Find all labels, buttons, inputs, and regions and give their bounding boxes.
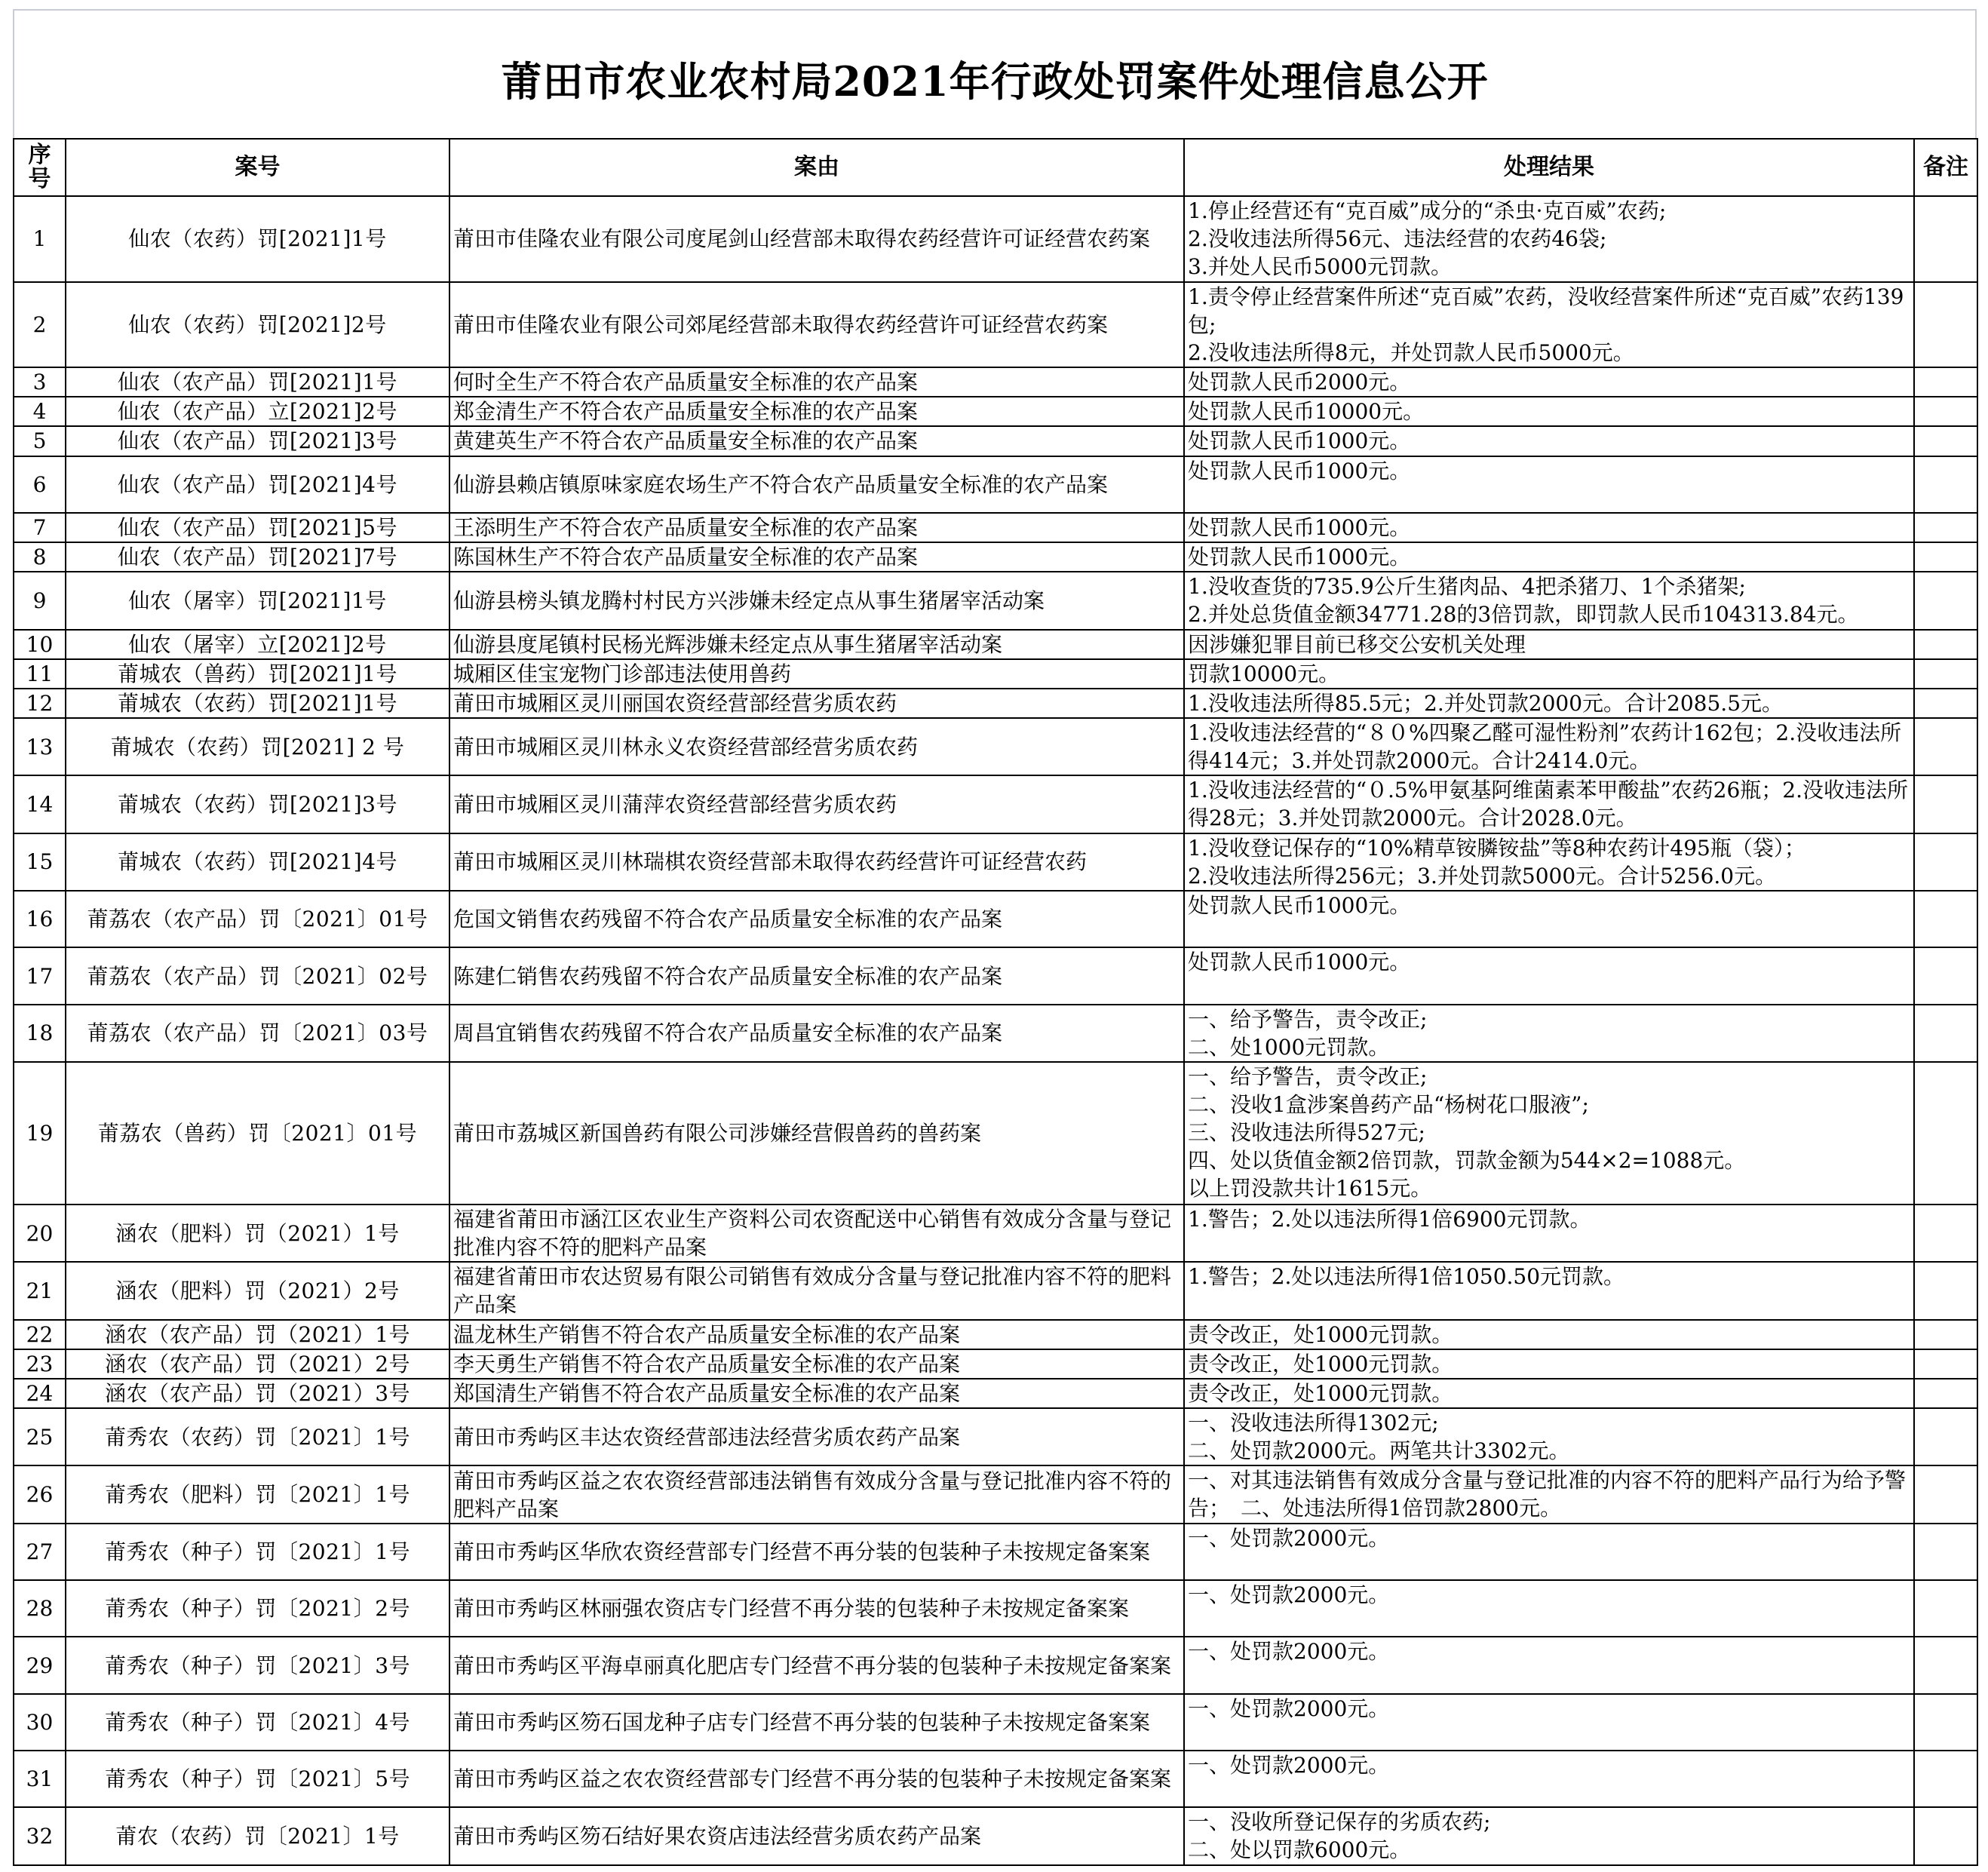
cell-case-reason: 莆田市城厢区灵川蒲萍农资经营部经营劣质农药 xyxy=(449,775,1184,833)
cell-case-number: 莆秀农（种子）罚〔2021〕2号 xyxy=(66,1580,449,1637)
cell-remark xyxy=(1914,630,1977,659)
cell-handling-result: 1.没收违法所得85.5元；2.并处罚款2000元。合计2085.5元。 xyxy=(1184,689,1914,718)
cell-remark xyxy=(1914,1379,1977,1408)
cell-case-reason: 郑金清生产不符合农产品质量安全标准的农产品案 xyxy=(449,397,1184,426)
cell-handling-result: 一、处罚款2000元。 xyxy=(1184,1637,1914,1693)
table-row xyxy=(14,572,1977,629)
cell-serial-number: 21 xyxy=(14,1262,66,1319)
cell-case-reason: 莆田市城厢区灵川丽国农资经营部经营劣质农药 xyxy=(449,689,1184,718)
cell-case-number: 仙农（农产品）立[2021]2号 xyxy=(66,397,449,426)
table-row xyxy=(14,1580,1977,1637)
table-row xyxy=(14,891,1977,947)
cell-remark xyxy=(1914,1580,1977,1637)
cell-handling-result: 1.停止经营还有“克百威”成分的“杀虫·克百威”农药; 2.没收违法所得56元、违法经营的农药46袋; 3.并处人民币5000元罚款。 xyxy=(1184,196,1914,282)
cell-case-reason: 仙游县度尾镇村民杨光辉涉嫌未经定点从事生猪屠宰活动案 xyxy=(449,630,1184,659)
cell-handling-result: 一、处罚款2000元。 xyxy=(1184,1580,1914,1637)
cell-serial-number: 17 xyxy=(14,947,66,1004)
cell-serial-number: 1 xyxy=(14,196,66,282)
cell-case-number: 莆荔农（兽药）罚〔2021〕01号 xyxy=(66,1062,449,1205)
table-row xyxy=(14,1807,1977,1865)
cell-serial-number: 5 xyxy=(14,426,66,456)
cell-serial-number: 18 xyxy=(14,1005,66,1062)
cell-serial-number: 27 xyxy=(14,1524,66,1580)
cell-serial-number: 13 xyxy=(14,718,66,775)
table-body xyxy=(14,196,1977,1865)
cell-remark xyxy=(1914,1751,1977,1807)
cell-case-number: 莆荔农（农产品）罚〔2021〕02号 xyxy=(66,947,449,1004)
cell-case-reason: 莆田市秀屿区笏石国龙种子店专门经营不再分装的包装种子未按规定备案案 xyxy=(449,1694,1184,1751)
cell-remark xyxy=(1914,196,1977,282)
cell-handling-result: 处罚款人民币1000元。 xyxy=(1184,456,1914,513)
cell-serial-number: 2 xyxy=(14,282,66,368)
cell-case-reason: 城厢区佳宝宠物门诊部违法使用兽药 xyxy=(449,659,1184,689)
cell-remark xyxy=(1914,1005,1977,1062)
cell-case-reason: 莆田市城厢区灵川林永义农资经营部经营劣质农药 xyxy=(449,718,1184,775)
cell-case-reason: 莆田市秀屿区华欣农资经营部专门经营不再分装的包装种子未按规定备案案 xyxy=(449,1524,1184,1580)
cell-handling-result: 因涉嫌犯罪目前已移交公安机关处理 xyxy=(1184,630,1914,659)
cell-remark xyxy=(1914,1637,1977,1693)
cell-case-reason: 福建省莆田市涵江区农业生产资料公司农资配送中心销售有效成分含量与登记批准内容不符的肥料产品案 xyxy=(449,1205,1184,1262)
cell-case-reason: 黄建英生产不符合农产品质量安全标准的农产品案 xyxy=(449,426,1184,456)
cell-case-reason: 周昌宜销售农药残留不符合农产品质量安全标准的农产品案 xyxy=(449,1005,1184,1062)
cell-case-number: 仙农（农产品）罚[2021]7号 xyxy=(66,542,449,572)
cell-remark xyxy=(1914,1465,1977,1523)
cell-case-reason: 郑国清生产销售不符合农产品质量安全标准的农产品案 xyxy=(449,1379,1184,1408)
cell-case-number: 涵农（农产品）罚（2021）1号 xyxy=(66,1320,449,1349)
table-row xyxy=(14,1379,1977,1408)
table-row xyxy=(14,513,1977,542)
cell-remark xyxy=(1914,572,1977,629)
cell-remark xyxy=(1914,775,1977,833)
cell-case-number: 涵农（农产品）罚（2021）2号 xyxy=(66,1349,449,1379)
table-row xyxy=(14,1062,1977,1205)
cell-case-reason: 仙游县榜头镇龙腾村村民方兴涉嫌未经定点从事生猪屠宰活动案 xyxy=(449,572,1184,629)
table-row xyxy=(14,1465,1977,1523)
table-row xyxy=(14,689,1977,718)
table-row xyxy=(14,1005,1977,1062)
cell-case-number: 莆城农（兽药）罚[2021]1号 xyxy=(66,659,449,689)
cell-case-number: 仙农（农产品）罚[2021]3号 xyxy=(66,426,449,456)
cell-case-reason: 莆田市荔城区新国兽药有限公司涉嫌经营假兽药的兽药案 xyxy=(449,1062,1184,1205)
table-row xyxy=(14,1637,1977,1693)
cell-handling-result: 一、对其违法销售有效成分含量与登记批准的内容不符的肥料产品行为给予警告； 二、处违法所得1倍罚款2800元。 xyxy=(1184,1465,1914,1523)
table-row xyxy=(14,630,1977,659)
cell-serial-number: 12 xyxy=(14,689,66,718)
cell-case-number: 莆秀农（肥料）罚〔2021〕1号 xyxy=(66,1465,449,1523)
cell-remark xyxy=(1914,833,1977,891)
cell-serial-number: 10 xyxy=(14,630,66,659)
table-row xyxy=(14,456,1977,513)
column-header-result: 处理结果 xyxy=(1184,139,1914,196)
cell-serial-number: 25 xyxy=(14,1408,66,1465)
title-bar xyxy=(13,9,1977,138)
table-row xyxy=(14,1751,1977,1807)
table-row xyxy=(14,1694,1977,1751)
cell-case-reason: 何时全生产不符合农产品质量安全标准的农产品案 xyxy=(449,367,1184,397)
cell-handling-result: 1.没收查货的735.9公斤生猪肉品、4把杀猪刀、1个杀猪架; 2.并处总货值金额34771.28的3倍罚款，即罚款人民币104313.84元。 xyxy=(1184,572,1914,629)
cell-handling-result: 处罚款人民币1000元。 xyxy=(1184,426,1914,456)
cell-serial-number: 7 xyxy=(14,513,66,542)
cell-handling-result: 一、没收所登记保存的劣质农药; 二、处以罚款6000元。 xyxy=(1184,1807,1914,1865)
cell-serial-number: 3 xyxy=(14,367,66,397)
cell-case-reason: 莆田市佳隆农业有限公司度尾剑山经营部未取得农药经营许可证经营农药案 xyxy=(449,196,1184,282)
cell-remark xyxy=(1914,282,1977,368)
cell-case-reason: 王添明生产不符合农产品质量安全标准的农产品案 xyxy=(449,513,1184,542)
cell-remark xyxy=(1914,1807,1977,1865)
cell-serial-number: 24 xyxy=(14,1379,66,1408)
cell-case-number: 涵农（肥料）罚（2021）2号 xyxy=(66,1262,449,1319)
cell-case-number: 仙农（屠宰）罚[2021]1号 xyxy=(66,572,449,629)
cell-handling-result: 1.责令停止经营案件所述“克百威”农药，没收经营案件所述“克百威”农药139包; 2.没收违法所得8元，并处罚款人民币5000元。 xyxy=(1184,282,1914,368)
cell-remark xyxy=(1914,542,1977,572)
cell-handling-result: 责令改正，处1000元罚款。 xyxy=(1184,1320,1914,1349)
cell-case-number: 莆秀农（农药）罚〔2021〕1号 xyxy=(66,1408,449,1465)
cell-case-number: 仙农（农药）罚[2021]1号 xyxy=(66,196,449,282)
cell-remark xyxy=(1914,1349,1977,1379)
cell-case-number: 莆城农（农药）罚[2021] 2 号 xyxy=(66,718,449,775)
cell-handling-result: 1.警告；2.处以违法所得1倍1050.50元罚款。 xyxy=(1184,1262,1914,1319)
cell-remark xyxy=(1914,1408,1977,1465)
cell-remark xyxy=(1914,689,1977,718)
table-header-row xyxy=(14,139,1977,196)
cell-remark xyxy=(1914,1205,1977,1262)
table-row xyxy=(14,1262,1977,1319)
cell-case-number: 莆城农（农药）罚[2021]1号 xyxy=(66,689,449,718)
cell-serial-number: 16 xyxy=(14,891,66,947)
column-header-note: 备注 xyxy=(1914,139,1977,196)
cell-case-number: 莆秀农（种子）罚〔2021〕3号 xyxy=(66,1637,449,1693)
cell-case-number: 莆城农（农药）罚[2021]3号 xyxy=(66,775,449,833)
cell-case-number: 莆秀农（种子）罚〔2021〕1号 xyxy=(66,1524,449,1580)
table-row xyxy=(14,1349,1977,1379)
cell-handling-result: 一、处罚款2000元。 xyxy=(1184,1751,1914,1807)
cell-remark xyxy=(1914,513,1977,542)
cell-remark xyxy=(1914,367,1977,397)
cell-remark xyxy=(1914,1062,1977,1205)
cell-remark xyxy=(1914,1524,1977,1580)
cell-serial-number: 31 xyxy=(14,1751,66,1807)
cell-serial-number: 32 xyxy=(14,1807,66,1865)
cell-case-reason: 莆田市秀屿区林丽强农资店专门经营不再分装的包装种子未按规定备案案 xyxy=(449,1580,1184,1637)
cell-handling-result: 责令改正，处1000元罚款。 xyxy=(1184,1379,1914,1408)
cell-case-reason: 仙游县赖店镇原味家庭农场生产不符合农产品质量安全标准的农产品案 xyxy=(449,456,1184,513)
cell-handling-result: 1.没收违法经营的“０.5%甲氨基阿维菌素苯甲酸盐”农药26瓶；2.没收违法所得28元；3.并处罚款2000元。合计2028.0元。 xyxy=(1184,775,1914,833)
cell-case-number: 仙农（农药）罚[2021]2号 xyxy=(66,282,449,368)
column-header-reason: 案由 xyxy=(449,139,1184,196)
cell-case-reason: 危国文销售农药残留不符合农产品质量安全标准的农产品案 xyxy=(449,891,1184,947)
cell-remark xyxy=(1914,426,1977,456)
page-title: 莆田市农业农村局2021年行政处罚案件处理信息公开 xyxy=(501,57,1489,106)
cell-serial-number: 20 xyxy=(14,1205,66,1262)
cell-case-reason: 莆田市秀屿区平海卓丽真化肥店专门经营不再分装的包装种子未按规定备案案 xyxy=(449,1637,1184,1693)
cell-handling-result: 一、没收违法所得1302元; 二、处罚款2000元。两笔共计3302元。 xyxy=(1184,1408,1914,1465)
cell-serial-number: 29 xyxy=(14,1637,66,1693)
cell-serial-number: 6 xyxy=(14,456,66,513)
cell-case-number: 涵农（农产品）罚（2021）3号 xyxy=(66,1379,449,1408)
document-sheet xyxy=(13,9,1977,1866)
cell-case-number: 仙农（屠宰）立[2021]2号 xyxy=(66,630,449,659)
cell-handling-result: 一、给予警告，责令改正; 二、没收1盒涉案兽药产品“杨树花口服液”; 三、没收违法所得527元; 四、处以货值金额2倍罚款，罚款金额为544×2=1088元。 以上罚没款共计1615元。 xyxy=(1184,1062,1914,1205)
cell-handling-result: 1.没收登记保存的“10%精草铵膦铵盐”等8种农药计495瓶（袋）； 2.没收违法所得256元；3.并处罚款5000元。合计5256.0元。 xyxy=(1184,833,1914,891)
table-row xyxy=(14,1524,1977,1580)
cell-handling-result: 1.没收违法经营的“８０%四聚乙醛可湿性粉剂”农药计162包；2.没收违法所得414元；3.并处罚款2000元。合计2414.0元。 xyxy=(1184,718,1914,775)
cell-handling-result: 责令改正，处1000元罚款。 xyxy=(1184,1349,1914,1379)
table-row xyxy=(14,947,1977,1004)
cell-serial-number: 9 xyxy=(14,572,66,629)
cell-case-number: 涵农（肥料）罚（2021）1号 xyxy=(66,1205,449,1262)
table-row xyxy=(14,367,1977,397)
cell-case-reason: 温龙林生产销售不符合农产品质量安全标准的农产品案 xyxy=(449,1320,1184,1349)
table-row xyxy=(14,1205,1977,1262)
cell-handling-result: 一、给予警告，责令改正; 二、处1000元罚款。 xyxy=(1184,1005,1914,1062)
table-row xyxy=(14,196,1977,282)
cell-serial-number: 26 xyxy=(14,1465,66,1523)
cell-case-reason: 陈国林生产不符合农产品质量安全标准的农产品案 xyxy=(449,542,1184,572)
cell-remark xyxy=(1914,1262,1977,1319)
cell-case-number: 莆农（农药）罚〔2021〕1号 xyxy=(66,1807,449,1865)
cell-case-number: 莆秀农（种子）罚〔2021〕4号 xyxy=(66,1694,449,1751)
cell-handling-result: 罚款10000元。 xyxy=(1184,659,1914,689)
table-row xyxy=(14,397,1977,426)
cell-serial-number: 4 xyxy=(14,397,66,426)
cell-remark xyxy=(1914,891,1977,947)
cell-handling-result: 处罚款人民币10000元。 xyxy=(1184,397,1914,426)
table-row xyxy=(14,1408,1977,1465)
cell-remark xyxy=(1914,1694,1977,1751)
table-row xyxy=(14,426,1977,456)
cell-handling-result: 处罚款人民币2000元。 xyxy=(1184,367,1914,397)
cell-serial-number: 19 xyxy=(14,1062,66,1205)
cell-case-reason: 莆田市佳隆农业有限公司郊尾经营部未取得农药经营许可证经营农药案 xyxy=(449,282,1184,368)
table-row xyxy=(14,775,1977,833)
cell-handling-result: 一、处罚款2000元。 xyxy=(1184,1694,1914,1751)
cell-handling-result: 处罚款人民币1000元。 xyxy=(1184,891,1914,947)
cell-serial-number: 15 xyxy=(14,833,66,891)
table-row xyxy=(14,833,1977,891)
cell-case-number: 莆荔农（农产品）罚〔2021〕01号 xyxy=(66,891,449,947)
cell-handling-result: 处罚款人民币1000元。 xyxy=(1184,947,1914,1004)
cell-serial-number: 11 xyxy=(14,659,66,689)
cell-case-number: 莆城农（农药）罚[2021]4号 xyxy=(66,833,449,891)
cell-case-reason: 莆田市城厢区灵川林瑞棋农资经营部未取得农药经营许可证经营农药 xyxy=(449,833,1184,891)
cell-serial-number: 22 xyxy=(14,1320,66,1349)
penalty-table xyxy=(13,138,1978,1866)
table-row xyxy=(14,659,1977,689)
cell-case-number: 仙农（农产品）罚[2021]4号 xyxy=(66,456,449,513)
cell-case-number: 仙农（农产品）罚[2021]5号 xyxy=(66,513,449,542)
cell-case-reason: 莆田市秀屿区笏石结好果农资店违法经营劣质农药产品案 xyxy=(449,1807,1184,1865)
cell-serial-number: 28 xyxy=(14,1580,66,1637)
cell-case-number: 莆秀农（种子）罚〔2021〕5号 xyxy=(66,1751,449,1807)
table-row xyxy=(14,542,1977,572)
cell-case-number: 莆荔农（农产品）罚〔2021〕03号 xyxy=(66,1005,449,1062)
cell-handling-result: 一、处罚款2000元。 xyxy=(1184,1524,1914,1580)
cell-remark xyxy=(1914,1320,1977,1349)
cell-case-reason: 莆田市秀屿区益之农农资经营部违法销售有效成分含量与登记批准内容不符的肥料产品案 xyxy=(449,1465,1184,1523)
table-row xyxy=(14,718,1977,775)
cell-case-reason: 福建省莆田市农达贸易有限公司销售有效成分含量与登记批准内容不符的肥料产品案 xyxy=(449,1262,1184,1319)
cell-case-reason: 莆田市秀屿区益之农农资经营部专门经营不再分装的包装种子未按规定备案案 xyxy=(449,1751,1184,1807)
table-row xyxy=(14,282,1977,368)
cell-remark xyxy=(1914,397,1977,426)
cell-case-reason: 陈建仁销售农药残留不符合农产品质量安全标准的农产品案 xyxy=(449,947,1184,1004)
cell-serial-number: 30 xyxy=(14,1694,66,1751)
cell-remark xyxy=(1914,659,1977,689)
column-header-no: 序号 xyxy=(14,139,66,196)
cell-serial-number: 8 xyxy=(14,542,66,572)
cell-handling-result: 1.警告；2.处以违法所得1倍6900元罚款。 xyxy=(1184,1205,1914,1262)
cell-remark xyxy=(1914,947,1977,1004)
cell-remark xyxy=(1914,456,1977,513)
cell-handling-result: 处罚款人民币1000元。 xyxy=(1184,542,1914,572)
column-header-case: 案号 xyxy=(66,139,449,196)
cell-case-reason: 莆田市秀屿区丰达农资经营部违法经营劣质农药产品案 xyxy=(449,1408,1184,1465)
cell-remark xyxy=(1914,718,1977,775)
cell-serial-number: 14 xyxy=(14,775,66,833)
cell-serial-number: 23 xyxy=(14,1349,66,1379)
table-row xyxy=(14,1320,1977,1349)
cell-case-number: 仙农（农产品）罚[2021]1号 xyxy=(66,367,449,397)
cell-handling-result: 处罚款人民币1000元。 xyxy=(1184,513,1914,542)
cell-case-reason: 李天勇生产销售不符合农产品质量安全标准的农产品案 xyxy=(449,1349,1184,1379)
